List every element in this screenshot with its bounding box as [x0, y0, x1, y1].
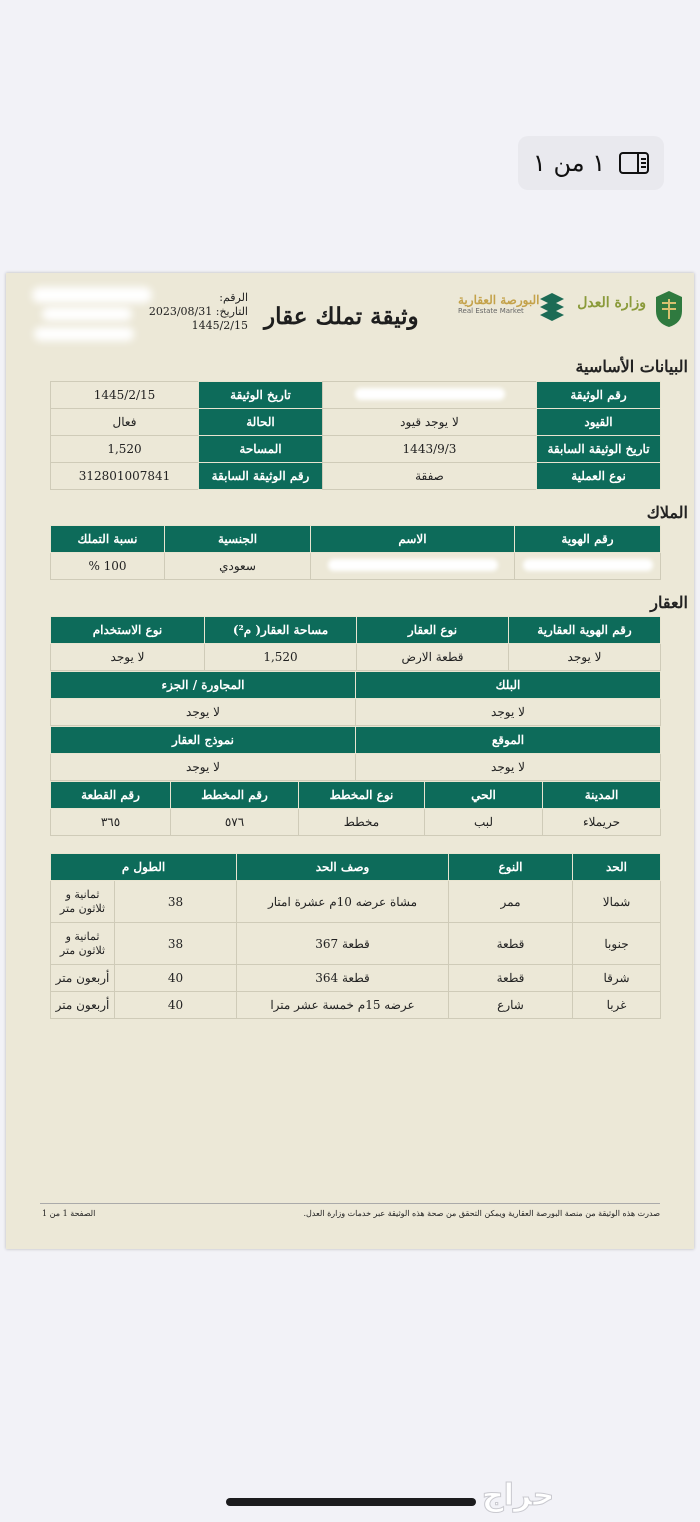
table-row	[51, 553, 661, 580]
field-value: لا يوجد	[509, 644, 661, 671]
property-table	[50, 616, 661, 671]
border-description: عرضه 15م خمسة عشر مترا	[237, 992, 449, 1019]
owners-title: الملاك	[646, 503, 688, 522]
column-header: النوع	[449, 854, 573, 881]
redaction-mark	[34, 327, 134, 341]
field-value: فعال	[51, 409, 199, 436]
column-header: المدينة	[543, 782, 661, 809]
column-header: رقم الهوية العقارية	[509, 617, 661, 644]
field-value: 312801007841	[51, 463, 199, 490]
table-row	[51, 965, 661, 992]
footer-divider	[40, 1203, 660, 1204]
field-value: 1445/2/15	[51, 382, 199, 409]
owner-name	[311, 553, 515, 580]
column-header: نوع العقار	[357, 617, 509, 644]
document-title: وثيقة تملك عقار	[264, 303, 419, 330]
table-row	[51, 382, 661, 409]
table-row	[51, 644, 661, 671]
table-header-row	[51, 782, 661, 809]
redaction-mark	[355, 388, 505, 400]
date-hijri: 1445/2/15	[191, 319, 248, 332]
page-counter: ١ من ١	[532, 149, 606, 177]
ministry-of-justice-logo: وزارة العدل	[577, 295, 646, 311]
column-header: الموقع	[356, 727, 661, 754]
field-label: المساحة	[199, 436, 323, 463]
table-row	[51, 699, 661, 726]
field-value: 1,520	[51, 436, 199, 463]
column-header: الطول م	[51, 854, 237, 881]
ministry-of-justice-emblem-icon	[652, 289, 686, 329]
property-deed-document	[6, 273, 694, 1249]
border-length: 40	[115, 992, 237, 1019]
column-header: مساحة العقار( م²)	[205, 617, 357, 644]
column-header: نوع الاستخدام	[51, 617, 205, 644]
column-header: رقم القطعة	[51, 782, 171, 809]
field-label: الحالة	[199, 409, 323, 436]
property-title: العقار	[650, 593, 688, 612]
field-value: قطعة الارض	[357, 644, 509, 671]
table-row	[51, 436, 661, 463]
redaction-mark	[328, 559, 498, 571]
field-value: لا يوجد	[51, 644, 205, 671]
field-value: لا يوجد	[51, 699, 356, 726]
table-header-row	[51, 672, 661, 699]
field-value: لا يوجد	[356, 699, 661, 726]
haraj-watermark: حراج	[482, 1478, 555, 1513]
border-description: مشاة عرضه 10م عشرة امتار	[237, 881, 449, 923]
border-length: 38	[115, 881, 237, 923]
border-side: شمالا	[573, 881, 661, 923]
field-value: لا يوجد	[51, 754, 356, 781]
page-indicator[interactable]	[518, 136, 664, 190]
block-table	[50, 671, 661, 726]
border-length-text: أربعون متر	[51, 965, 115, 992]
basic-info-title: البيانات الأساسية	[575, 357, 688, 376]
document-header	[6, 273, 694, 353]
field-value: حريملاء	[543, 809, 661, 836]
table-row	[51, 881, 661, 923]
home-indicator[interactable]	[226, 1498, 476, 1506]
field-label: رقم الوثيقة السابقة	[199, 463, 323, 490]
table-row	[51, 463, 661, 490]
footer-note: صدرت هذه الوثيقة من منصة البورصة العقارية ويمكن التحقق من صحة هذه الوثيقة عبر خدمات وزارة العدل.	[303, 1209, 660, 1218]
field-label: تاريخ الوثيقة السابقة	[537, 436, 661, 463]
border-side: غربا	[573, 992, 661, 1019]
table-row	[51, 754, 661, 781]
document-meta	[148, 291, 248, 333]
plan-table	[50, 781, 661, 836]
field-label: رقم الوثيقة	[537, 382, 661, 409]
location-table	[50, 726, 661, 781]
border-type: قطعة	[449, 923, 573, 965]
redaction-mark	[523, 559, 653, 571]
column-header: المجاورة / الجزء	[51, 672, 356, 699]
table-row	[51, 923, 661, 965]
table-row	[51, 992, 661, 1019]
border-length-text: ثمانية و ثلاثون متر	[51, 881, 115, 923]
field-value: 1,520	[205, 644, 357, 671]
column-header: نسبة التملك	[51, 526, 165, 553]
redaction-mark	[32, 287, 152, 303]
border-length: 40	[115, 965, 237, 992]
owners-table	[50, 525, 661, 580]
footer-page-number: الصفحة 1 من 1	[42, 1209, 96, 1218]
field-value: لا يوجد قيود	[323, 409, 537, 436]
field-value: ٣٦٥	[51, 809, 171, 836]
table-row	[51, 809, 661, 836]
field-value: مخطط	[299, 809, 425, 836]
number-label: الرقم:	[219, 291, 248, 304]
column-header: نوع المخطط	[299, 782, 425, 809]
field-value: لبب	[425, 809, 543, 836]
field-value: صفقة	[323, 463, 537, 490]
column-header: وصف الحد	[237, 854, 449, 881]
border-description: قطعة 367	[237, 923, 449, 965]
table-header-row	[51, 617, 661, 644]
table-header-row	[51, 854, 661, 881]
date-label: التاريخ:	[215, 305, 248, 318]
column-header: الاسم	[311, 526, 515, 553]
redaction-mark	[42, 307, 132, 321]
column-header: رقم المخطط	[171, 782, 299, 809]
column-header: رقم الهوية	[515, 526, 661, 553]
field-value: لا يوجد	[356, 754, 661, 781]
border-length: 38	[115, 923, 237, 965]
field-label: القيود	[537, 409, 661, 436]
real-estate-market-logo: البورصة العقارية Real Estate Market	[458, 293, 540, 315]
border-side: جنوبا	[573, 923, 661, 965]
border-description: قطعة 364	[237, 965, 449, 992]
owner-nationality: سعودي	[165, 553, 311, 580]
document-number-value	[323, 382, 537, 409]
border-length-text: أربعون متر	[51, 992, 115, 1019]
border-length-text: ثمانية و ثلاثون متر	[51, 923, 115, 965]
field-label: تاريخ الوثيقة	[199, 382, 323, 409]
border-type: ممر	[449, 881, 573, 923]
table-header-row	[51, 526, 661, 553]
field-value: ٥٧٦	[171, 809, 299, 836]
field-value: 1443/9/3	[323, 436, 537, 463]
owner-id	[515, 553, 661, 580]
table-row	[51, 409, 661, 436]
column-header: الحي	[425, 782, 543, 809]
field-label: نوع العملية	[537, 463, 661, 490]
basic-info-table	[50, 381, 661, 490]
column-header: البلك	[356, 672, 661, 699]
page-thumbnail-icon	[619, 152, 649, 174]
border-side: شرقا	[573, 965, 661, 992]
column-header: الحد	[573, 854, 661, 881]
ownership-percent: 100 %	[51, 553, 165, 580]
borders-table	[50, 853, 661, 1019]
date-gregorian: 2023/08/31	[148, 305, 213, 318]
border-type: شارع	[449, 992, 573, 1019]
border-type: قطعة	[449, 965, 573, 992]
column-header: الجنسية	[165, 526, 311, 553]
column-header: نموذج العقار	[51, 727, 356, 754]
table-header-row	[51, 727, 661, 754]
